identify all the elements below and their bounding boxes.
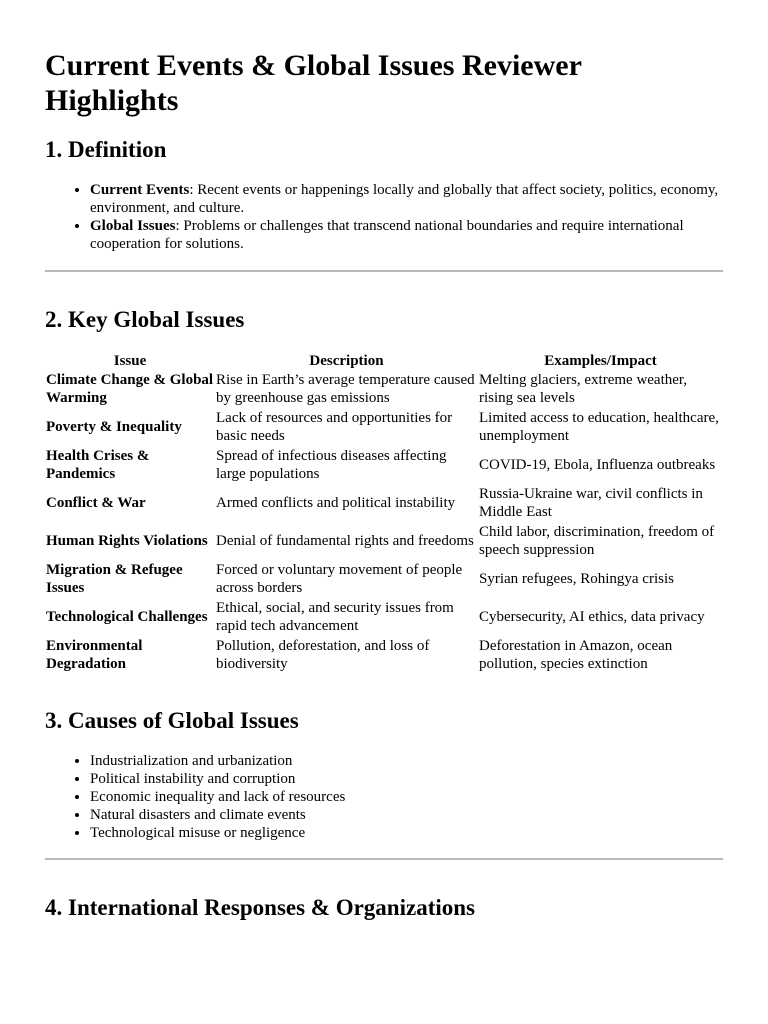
definition-term: Global Issues [90, 218, 176, 234]
definition-item-global-issues [90, 217, 723, 253]
description-cell: Pollution, deforestation, and loss of biodiversity [216, 638, 430, 672]
table-row [45, 446, 723, 484]
examples-cell: Limited access to education, healthcare, unemployment [479, 410, 719, 444]
description-cell: Denial of fundamental rights and freedoms [216, 533, 474, 549]
issue-cell: Conflict & War [46, 495, 146, 511]
issue-cell: Poverty & Inequality [46, 419, 182, 435]
section-divider [45, 858, 723, 860]
issue-cell: Health Crises & Pandemics [46, 448, 150, 482]
definition-text: : Problems or challenges that transcend national boundaries and require international cooperation for solutions. [90, 218, 684, 252]
definition-list [45, 181, 723, 253]
issue-cell: Climate Change & Global Warming [46, 372, 214, 406]
list-item: • Natural disasters and climate events [90, 806, 723, 824]
examples-cell: Deforestation in Amazon, ocean pollution, species extinction [479, 638, 673, 672]
description-cell: Forced or voluntary movement of people across borders [216, 562, 463, 596]
table-row [45, 560, 723, 598]
description-cell: Lack of resources and opportunities for basic needs [216, 410, 453, 444]
table-row [45, 370, 723, 408]
description-cell: Spread of infectious diseases affecting large populations [216, 448, 447, 482]
list-item: • Political instability and corruption [90, 770, 723, 788]
table-row [45, 598, 723, 636]
column-header-issue: Issue [113, 352, 147, 369]
examples-cell: Child labor, discrimination, freedom of speech suppression [479, 524, 715, 558]
issue-cell: Technological Challenges [46, 609, 208, 625]
issue-cell: Human Rights Violations [46, 533, 208, 549]
list-item: • Industrialization and urbanization [90, 752, 723, 770]
section-heading-definition: 1. Definition [45, 137, 167, 162]
table-row [45, 408, 723, 446]
document-title: Current Events & Global Issues Reviewer Highlights [45, 49, 582, 117]
section-heading-key-global-issues: 2. Key Global Issues [45, 307, 245, 332]
list-item: • Technological misuse or negligence [90, 824, 723, 842]
list-item: • Economic inequality and lack of resources [90, 788, 723, 806]
table-row [45, 522, 723, 560]
definition-text: : Recent events or happenings locally and globally that affect society, politics, economy, environment, and culture. [90, 182, 719, 216]
table-header-row [45, 351, 723, 370]
examples-cell: Melting glaciers, extreme weather, rising sea levels [479, 372, 688, 406]
definition-term: Current Events [90, 182, 190, 198]
examples-cell: Russia-Ukraine war, civil conflicts in Middle East [479, 486, 703, 520]
column-header-description: Description [309, 352, 384, 369]
issue-cell: Migration & Refugee Issues [46, 562, 183, 596]
examples-cell: COVID-19, Ebola, Influenza outbreaks [479, 457, 716, 473]
section-heading-causes: 3. Causes of Global Issues [45, 708, 299, 733]
definition-item-current-events [90, 181, 723, 217]
column-header-examples: Examples/Impact [544, 352, 657, 369]
issue-cell: Environmental Degradation [46, 638, 143, 672]
examples-cell: Cybersecurity, AI ethics, data privacy [479, 609, 705, 625]
global-issues-table [45, 351, 723, 674]
causes-list [45, 752, 723, 842]
description-cell: Rise in Earth’s average temperature caused by greenhouse gas emissions [216, 372, 475, 406]
table-row [45, 636, 723, 674]
section-heading-international-responses: 4. International Responses & Organizations [45, 895, 475, 920]
description-cell: Ethical, social, and security issues from rapid tech advancement [216, 600, 454, 634]
section-divider [45, 270, 723, 272]
table-row [45, 484, 723, 522]
description-cell: Armed conflicts and political instability [216, 495, 456, 511]
examples-cell: Syrian refugees, Rohingya crisis [479, 571, 674, 587]
